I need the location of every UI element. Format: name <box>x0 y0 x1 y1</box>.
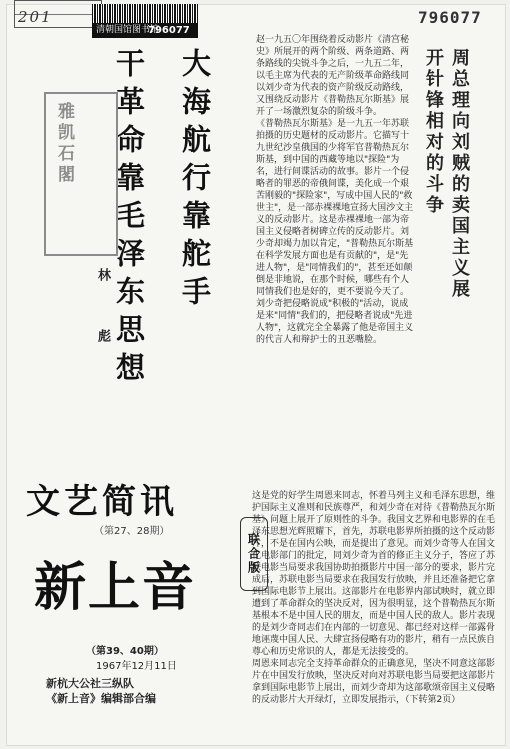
seal-stamp <box>44 92 118 256</box>
barcode <box>92 4 198 24</box>
publish-date: 1967年12月11日 <box>96 661 177 672</box>
article-top-text: 赵一九五〇年围绕着反动影片《清宫秘史》所展开的两个阶级、两条道路、两条路线的尖锐斗争之后，一九五二年，以毛主席为代表的无产阶级革命路线同以刘少奇为代表的资产阶级反动路线，又围绕反动影片《普勒热瓦尔斯基》展开了一场激烈复杂的阶级斗争。 《普勒热瓦尔斯基》是一九五一年苏联拍摄的历史题材的反动影片。它描写十九世纪沙皇俄国的少将军官普勒热瓦尔斯基，到中国的西藏等地以"探险"为名，进行间谍活动的故事。影片一个侵略者的罪恶的帝俄间谍，美化成一个艰苦刚毅的"探险家"，写成中国人民的"救世主"，是一部赤裸裸地宣扬大国沙文主义的反动影片。这是赤裸裸地一部为帝国主义侵略者树碑立传的反动影片。刘少奇却竭力加以肯定，"普勒热瓦尔斯基在科学发展方面也是有贡献的"，是"先进人物"，是"同情我们的"，甚至还如颠倒是非地说，在那个时候，哪些有个人同情我们也是好的，更不要说今天了。刘少奇把侵略说成"积极的"活动，说成是来"同情"我们的，把侵略者说成"先进人物"，这就完全全暴露了他是帝国主义的代言人和辩护士的丑恶嘴脸。 <box>256 35 414 345</box>
slogan-left-column: 干革命靠毛泽东思想 <box>112 48 146 390</box>
catalog-number: 796077 <box>148 25 190 36</box>
library-label: 清朝国馆图书馆 <box>92 23 198 38</box>
headline: 周总理向刘贼的卖国主义展开针锋相对的斗争 <box>423 48 470 300</box>
masthead-title: 文艺简讯 <box>26 482 178 522</box>
handwritten-number: 201 <box>18 8 53 26</box>
seal-text: 雅凯石閣 <box>54 102 74 186</box>
article-bottom-text: 这是党的好学生周恩来同志，怀着马列主义和毛泽东思想，维护国际主义准则和民族尊严，和刘少奇在对待《普勒热瓦尔斯基》问题上展开了原则性的斗争。我国文艺界和电影界的在毛泽东思想光辉照耀下，首先，苏联电影界所拍摄的这个反动影片，不是在国内公映，而是提出了意见。而刘少奇等人在国文化电影部门的批定，同刘少奇为首的修正主义分子，答应了苏联电影当局要求我国协助拍摄影片中国一部分的要求，影片完成后，苏联电影当局要求在我国发行放映，并且还准备把它拿到国际电影节上展出。这部影片在电影界内部试映时，就立即遭到了革命群众的坚决反对，因为很明显，这个普勒热瓦尔斯基根本不是中国人民的朋友，而是中国人民的敌人。影片表现的是刘少奇同志们在内部的一切意见、都已经对这样一部露骨地诬蔑中国人民、大肆宣扬侵略有功的影片，稍有一点民族自尊心和历史常识的人，都是无法接受的。 周恩来同志完全支持革命群众的正确意见，坚决不同意这部影片在中国发行放映，坚决反对向对苏联电影当局要把这部影片拿到国际电影节上展出，而刘少奇却为这部歌颂帝国主义侵略的反动影片大开绿灯，立即发展指示，（下转第2页） <box>252 491 496 705</box>
author-name: 林彪 <box>95 268 110 390</box>
slogan-right-column: 大海航行靠舵手 <box>178 48 212 314</box>
issue-label-b: （第39、40期） <box>86 646 164 657</box>
top-right-number: 796077 <box>418 8 482 27</box>
publisher: 新杭大公社三纵队 《新上音》编辑部合编 <box>46 677 156 705</box>
issue-label-a: （第27、28期） <box>94 526 170 537</box>
masthead-subtitle: 新上音 <box>34 558 197 618</box>
joint-edition-label: 联合版 <box>240 517 268 591</box>
